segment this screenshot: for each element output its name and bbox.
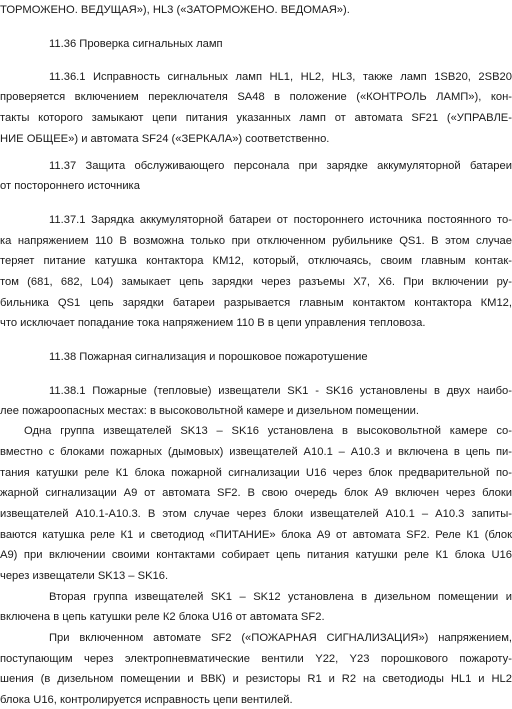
text-line: что исключает попадание тока напряжением 110 В в цепи управления тепловоза. bbox=[0, 317, 426, 329]
text-line: проверяется включением переключателя SA48 в положение («КОНТРОЛЬ ЛАМП»), кон- bbox=[0, 91, 512, 103]
text-line: При включенном автомате SF2 («ПОЖАРНАЯ СИГНАЛИЗАЦИЯ») напряжением, bbox=[49, 632, 512, 644]
text-line: А9) при включении своими контактами собирает цепь питания катушки реле К1 блока U16 bbox=[0, 549, 512, 561]
text-line: ТОРМОЖЕНО. ВЕДУЩАЯ»), HL3 («ЗАТОРМОЖЕНО. ВЕДОМАЯ»). bbox=[0, 4, 350, 16]
text-line: НИЕ ОБЩЕЕ») и автомата SF24 («ЗЕРКАЛА») соответственно. bbox=[0, 133, 330, 145]
text-line: включена в цепь катушки реле К2 блока U16 от автомата SF2. bbox=[0, 611, 325, 623]
section-heading-11-37-cont: от постороннего источника bbox=[0, 180, 140, 192]
text-line: лее пожароопасных местах: в высоковольтной камере и дизельном помещении. bbox=[0, 405, 419, 417]
section-heading-11-37: 11.37 Защита обслуживающего персонала при зарядке аккумуляторной батареи bbox=[49, 160, 512, 172]
text-line: поступающим через электропневматические вентили Y22, Y23 порошкового пожароту- bbox=[0, 653, 512, 665]
text-line: теряет питание катушка контактора КМ12, который, отключаясь, своим главным контак- bbox=[0, 255, 512, 267]
section-heading-11-38: 11.38 Пожарная сигнализация и порошковое пожаротушение bbox=[49, 351, 368, 363]
text-line: 11.37.1 Зарядка аккумуляторной батареи от постороннего источника постоянного то- bbox=[49, 214, 512, 226]
section-heading-11-36: 11.36 Проверка сигнальных ламп bbox=[49, 38, 223, 50]
text-line: жарной сигнализации А9 от автомата SF2. В свою очередь блок А9 включен через блоки bbox=[0, 487, 512, 499]
text-line: вместно с блоками пожарных (дымовых) извещателей А10.1 – А10.3 и включена в цепь пи- bbox=[0, 446, 512, 458]
text-line: 11.38.1 Пожарные (тепловые) извещатели SK1 - SK16 установлены в двух наибо- bbox=[49, 385, 512, 397]
text-line: бильника QS1 цепь зарядки батареи разрывается главным контактом контактора КМ12, bbox=[0, 297, 512, 309]
text-line: ка напряжением 110 В возможна только при отключенном рубильнике QS1. В этом случае bbox=[0, 235, 512, 247]
text-line: извещателей А10.1-А10.3. В этом случае через блоки извещателей А10.1 – А10.3 запиты- bbox=[0, 508, 512, 520]
text-line: Одна группа извещателей SK13 – SK16 установлена в высоковольтной камере со- bbox=[24, 425, 512, 437]
text-line: шения (в дизельном помещении и ВВК) и резисторы R1 и R2 на светодиоды HL1 и HL2 bbox=[0, 673, 512, 685]
text-line: такты которого замыкают цепи питания указанных ламп от автомата SF21 («УПРАВЛЕ- bbox=[0, 112, 512, 124]
text-line: том (681, 682, L04) замыкает цепь зарядки через разъемы X7, X6. При включении ру- bbox=[0, 276, 512, 288]
text-line: блока U16, контролируется исправность цепи вентилей. bbox=[0, 694, 293, 706]
text-line: 11.36.1 Исправность сигнальных ламп HL1, HL2, HL3, также ламп 1SB20, 2SB20 bbox=[49, 71, 512, 83]
text-line: ваются катушка реле К1 и светодиод «ПИТАНИЕ» блока А9 от автомата SF2. Реле К1 (блок bbox=[0, 529, 512, 541]
text-line: Вторая группа извещателей SK1 – SK12 установлена в дизельном помещении и bbox=[49, 591, 512, 603]
text-line: через извещатели SK13 – SK16. bbox=[0, 570, 169, 582]
text-line: тания катушки реле К1 блока пожарной сигнализации U16 через блок предварительной по- bbox=[0, 467, 512, 479]
